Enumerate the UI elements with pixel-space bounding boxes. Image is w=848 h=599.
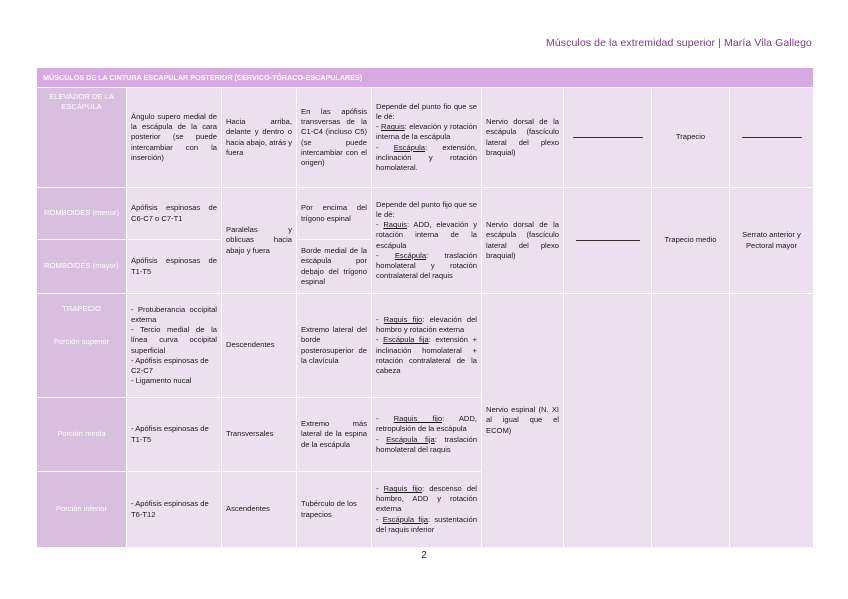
trapecio-media-action [372, 398, 482, 472]
romboides-synergist: Trapecio medio [652, 188, 730, 294]
page-number: 2 [421, 550, 427, 561]
action-item: - Escápula: traslación homolateral y rotación contralateral del raquis [376, 250, 477, 280]
elevador-nerve: Nervio dorsal de la escápula (fascículo lateral del plexo braquial) [482, 88, 564, 188]
romboides-direction: Paralelas y oblicuas hacia abajo y fuera [222, 188, 297, 294]
action-item: - Escápula fija: sustentación del raquis inferior [376, 514, 478, 534]
row-header-trapecio-media: Porción media [37, 398, 127, 472]
action-item: - Raquis fijo: descenso del hombro, ADD y rotación externa [376, 484, 477, 514]
romboides-menor-insertion: Por encima del trígono espinal [297, 188, 372, 240]
elevador-blank-2 [730, 88, 814, 188]
romboides-blank [564, 188, 652, 294]
elevador-action [372, 88, 482, 188]
row-header-romboides-mayor: ROMBOIDES (mayor) [37, 240, 127, 294]
trapecio-superior-insertion: Extremo lateral del borde posterosuperior de la clavícula [297, 294, 372, 398]
origin-item: - Protuberancia occipital externa [131, 305, 217, 325]
romboides-nerve: Nervio dorsal de la escápula (fascículo lateral del plexo braquial) [482, 188, 564, 294]
elevador-origin: Ángulo supero medial de la escápula de la cara posterior (se puede intercambiar con la inserción) [127, 88, 222, 188]
trapecio-inferior-direction: Ascendentes [222, 472, 297, 548]
trapecio-superior-action [372, 294, 482, 398]
origin-item: - Ligamento nucal [131, 375, 192, 385]
action-intro: Depende del punto fio que se le dé: [376, 102, 477, 122]
action-item: - Raquis: ADD, elevación y rotación interna de la escápula [376, 220, 478, 250]
trapecio-inferior-insertion: Tubérculo de los trapecios [297, 472, 372, 548]
trapecio-empty-2 [652, 294, 730, 548]
blank-line [573, 136, 643, 138]
trapecio-superior-direction: Descendentes [222, 294, 297, 398]
romboides-mayor-origin: Apófisis espinosas de T1-T5 [127, 240, 222, 294]
trapecio-media-insertion: Extremo más lateral de la espina de la escápula [297, 398, 372, 472]
elevador-direction: Hacia arriba, delante y dentro o hacia abajo, atrás y fuera [222, 88, 297, 188]
action-item: - Raquis fijo: ADD, retropulsión de la escápula [376, 414, 477, 434]
origin-item: - Apófisis espinosas de C2-C7 [131, 355, 209, 375]
trapecio-inferior-origin: - Apófisis espinosas de T6-T12 [127, 472, 222, 548]
row-header-trapecio-superior [37, 294, 127, 398]
trapecio-superior-origin [127, 294, 222, 398]
trapecio-inferior-action [372, 472, 482, 548]
action-intro: Depende del punto fijo que se le dé: [376, 200, 477, 220]
action-item: - Escápula fija: traslación homolateral del raquis [376, 434, 477, 454]
row-header-elevador: ELEVADOR DE LA ESCÁPULA [37, 88, 127, 188]
romboides-mayor-insertion: Borde medial de la escápula por debajo del trígono espinal [297, 240, 372, 294]
action-item: - Raquis: elevación y rotación interna de la escápula [376, 122, 477, 142]
muscle-table [36, 67, 814, 548]
trapecio-media-direction: Transversales [222, 398, 297, 472]
action-item: - Raquis fijo: elevación del hombro y rotación externa [376, 315, 477, 335]
elevador-blank-1 [564, 88, 652, 188]
porcion-superior-label: Porción superior [53, 336, 110, 346]
action-item: - Escápula: extensión, inclinación y rotación homolateral. [376, 142, 478, 172]
trapecio-title: TRAPECIO [62, 304, 101, 314]
origin-item: - Tercio medial de la línea curva occipital superficial [131, 325, 217, 355]
blank-line [576, 239, 640, 241]
trapecio-media-origin: - Apófisis espinosas de T1-T5 [127, 398, 222, 472]
romboides-menor-origin: Apófisis espinosas de C6-C7 o C7-T1 [127, 188, 222, 240]
blank-line [742, 136, 802, 138]
trapecio-nerve: Nervio espinal (N. XI al igual que el ECOM) [482, 294, 564, 548]
action-item: - Escápula fija: extensión + inclinación homolateral + rotación contralateral de la cabeza [376, 335, 477, 375]
row-header-romboides-menor: ROMBOIDES (menor) [37, 188, 127, 240]
romboides-antagonist: Serrato anterior y Pectoral mayor [730, 188, 814, 294]
trapecio-empty-3 [730, 294, 814, 548]
romboides-action [372, 188, 482, 294]
trapecio-empty-1 [564, 294, 652, 548]
elevador-insertion: En las apófisis transversas de la C1-C4 (incluso C5) (se puede intercambiar con el origen) [297, 88, 372, 188]
elevador-synergist: Trapecio [652, 88, 730, 188]
row-header-trapecio-inferior: Porción inferior [37, 472, 127, 548]
document-header: Músculos de la extremidad superior | María Vila Gallego [546, 37, 812, 49]
section-title: MÚSCULOS DE LA CINTURA ESCAPULAR POSTERIOR (CÉRVICO-TÓRACO-ESCAPULARES) [37, 68, 814, 88]
